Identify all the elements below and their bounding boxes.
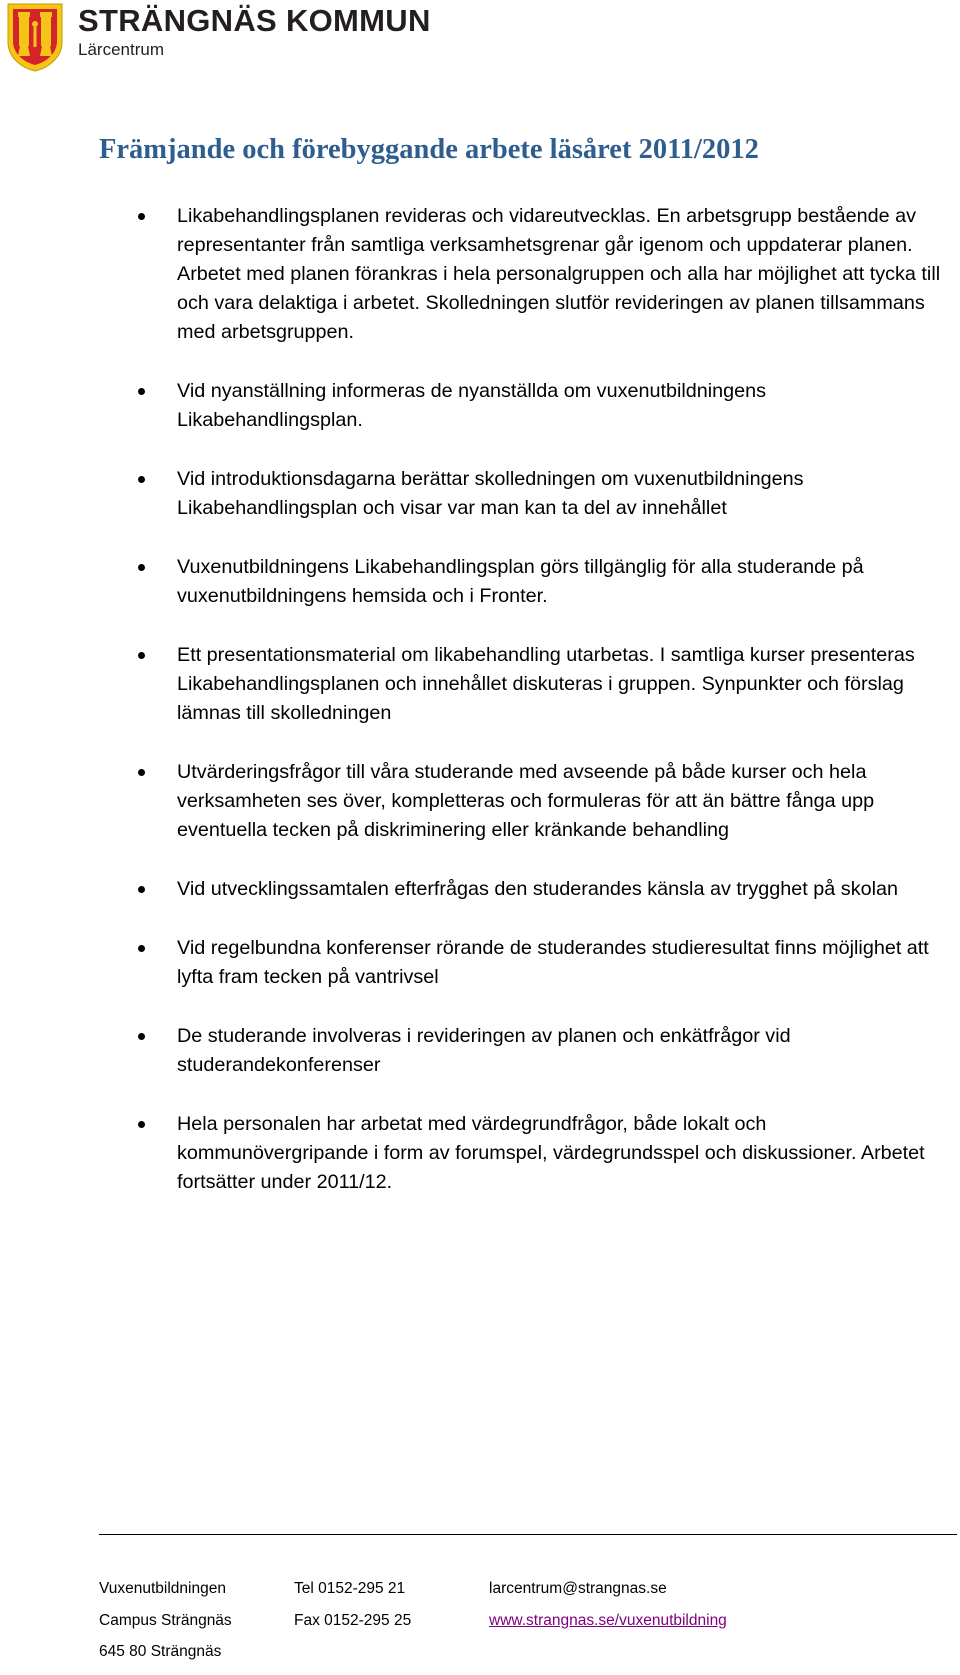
footer-organization: Vuxenutbildningen bbox=[99, 1580, 226, 1597]
footer-email: larcentrum@strangnas.se bbox=[489, 1580, 667, 1597]
list-item bbox=[0, 202, 960, 347]
bullet-icon bbox=[138, 1033, 145, 1040]
brand-block bbox=[78, 4, 431, 60]
list-item-text: Hela personalen har arbetat med värdegrundfrågor, både lokalt och kommunövergripande i form av forumspel, värdegrundsspel och diskussioner. Arbetet fortsätter under 2011/12. bbox=[177, 1113, 925, 1193]
list-item bbox=[0, 758, 960, 845]
bullet-icon bbox=[138, 476, 145, 483]
list-item-text: Ett presentationsmaterial om likabehandling utarbetas. I samtliga kurser presenteras Likabehandlingsplanen och innehållet diskuteras i gruppen. Synpunkter och förslag lämnas till skolledningen bbox=[177, 644, 915, 724]
footer-website-link[interactable]: www.strangnas.se/vuxenutbildning bbox=[489, 1611, 727, 1629]
page-header bbox=[6, 2, 431, 74]
list-item bbox=[0, 875, 960, 904]
footer-postal-address: 645 80 Strängnäs bbox=[99, 1643, 222, 1660]
strangnas-crest-logo bbox=[6, 2, 64, 72]
list-item bbox=[0, 1110, 960, 1197]
list-item-text: De studerande involveras i revideringen av planen och enkätfrågor vid studerandekonferenser bbox=[177, 1025, 791, 1076]
unit-name: Lärcentrum bbox=[78, 40, 164, 59]
bullet-icon bbox=[138, 1121, 145, 1128]
footer-fax: Fax 0152-295 25 bbox=[294, 1611, 412, 1629]
bullet-icon bbox=[138, 945, 145, 952]
bullet-icon bbox=[138, 652, 145, 659]
list-item bbox=[0, 934, 960, 992]
bullet-icon bbox=[138, 769, 145, 776]
list-item bbox=[0, 641, 960, 728]
footer-campus: Campus Strängnäs bbox=[99, 1611, 232, 1629]
list-item-text: Likabehandlingsplanen revideras och vidareutvecklas. En arbetsgrupp bestående av representanter från samtliga verksamhetsgrenar går igenom och uppdaterar planen. Arbetet med planen förankras i hela personalgruppen och alla har möjlighet att tycka till och vara delaktiga i arbetet. Skolledningen slutför revideringen av planen tillsammans med arbetsgruppen. bbox=[177, 205, 941, 343]
list-item bbox=[0, 377, 960, 435]
list-item-text: Vid introduktionsdagarna berättar skolledningen om vuxenutbildningens Likabehandlingsplan och visar var man kan ta del av innehållet bbox=[177, 468, 804, 519]
footer-phone: Tel 0152-295 21 bbox=[294, 1580, 406, 1597]
list-item-text: Vuxenutbildningens Likabehandlingsplan görs tillgänglig för alla studerande på vuxenutbildningens hemsida och i Fronter. bbox=[177, 556, 864, 607]
page-title: Främjande och förebyggande arbete läsåret 2011/2012 bbox=[99, 134, 759, 165]
bullet-icon bbox=[138, 886, 145, 893]
list-item-text: Vid utvecklingssamtalen efterfrågas den studerandes känsla av trygghet på skolan bbox=[177, 878, 898, 900]
organization-name: STRÄNGNÄS KOMMUN bbox=[78, 3, 431, 38]
bullet-icon bbox=[138, 564, 145, 571]
list-item bbox=[0, 465, 960, 523]
list-item bbox=[0, 553, 960, 611]
bullet-icon bbox=[138, 388, 145, 395]
list-item-text: Utvärderingsfrågor till våra studerande med avseende på både kurser och hela verksamheten ses över, kompletteras och formuleras för att än bättre fånga upp eventuella tecken på diskriminering eller kränkande behandling bbox=[177, 761, 875, 841]
bullet-icon bbox=[138, 213, 145, 220]
list-item bbox=[0, 1022, 960, 1080]
list-item-text: Vid regelbundna konferenser rörande de studerandes studieresultat finns möjlighet att lyfta fram tecken på vantrivsel bbox=[177, 937, 929, 988]
footer-divider bbox=[99, 1534, 957, 1535]
list-item-text: Vid nyanställning informeras de nyanställda om vuxenutbildningens Likabehandlingsplan. bbox=[177, 380, 767, 431]
bullet-list bbox=[0, 202, 960, 1227]
